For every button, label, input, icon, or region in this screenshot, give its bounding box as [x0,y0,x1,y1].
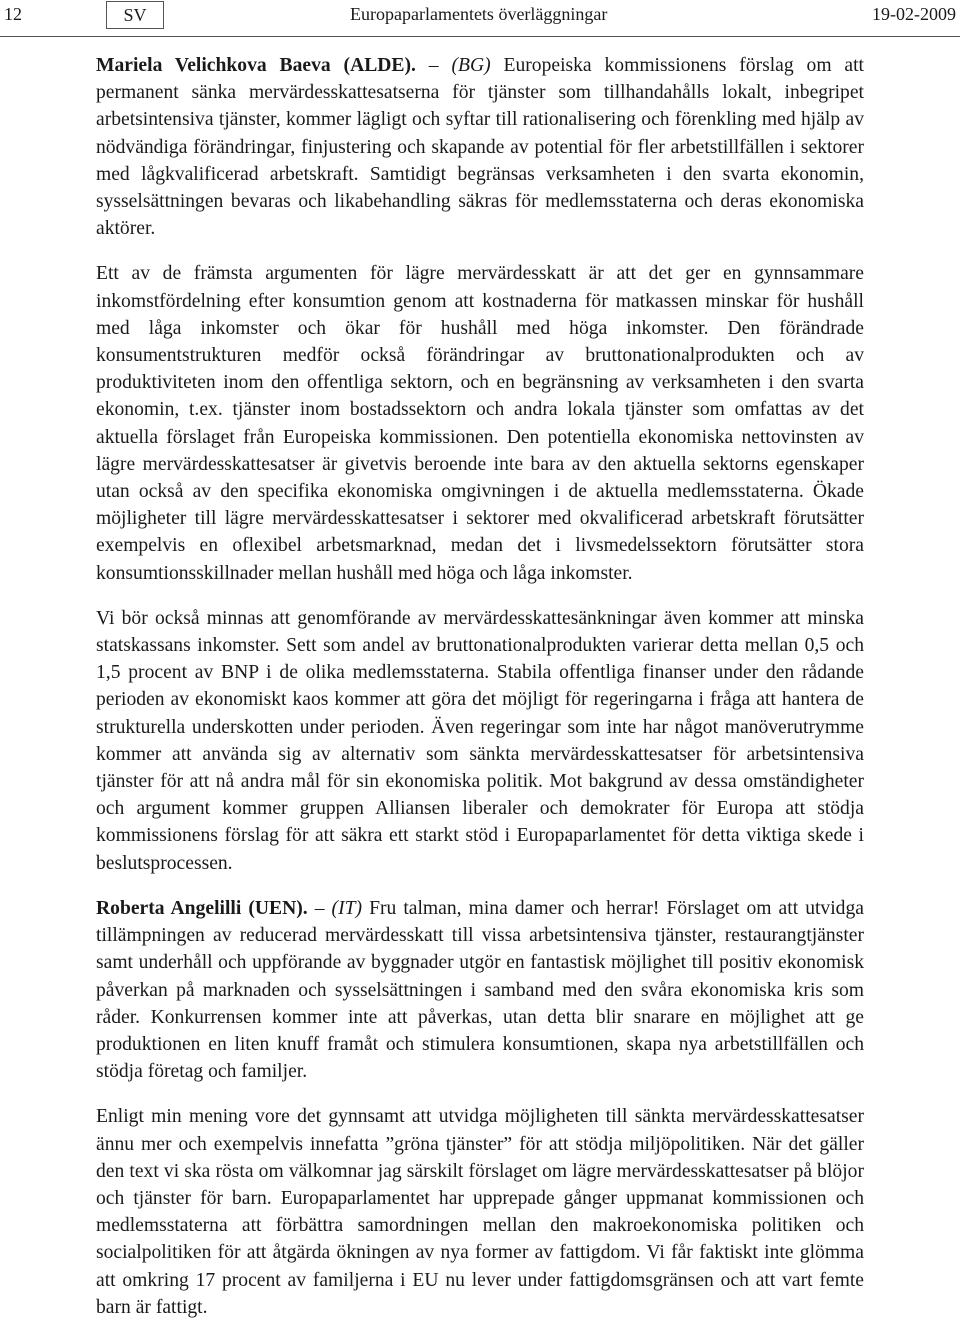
paragraph-text: Fru talman, mina damer och herrar! Förslaget om att utvidga tillämpningen av reducerad mervärdesskatt till vissa arbetsintensiva tjänster, restaurangtjänster samt underhåll och uppförande av byggnader utgör en fantastisk möjlighet till positiv ekonomisk påverkan på marknaden och sysselsättningen i samband med den svåra ekonomiska kris som råder. Konkurrensen kommer inte att påverkas, utan detta blir snarare en möjlighet att ge produktionen en liten knuff framåt och stimulera konsumtionen, skapa nya arbetstillfällen och stödja företag och familjer. [96,897,864,1083]
paragraph: Ett av de främsta argumenten för lägre mervärdesskatt är att det ger en gynnsammare inkomstfördelning efter konsumtion genom att kostnaderna för matkassen minskar för hushåll med låga inkomster och ökar för hushåll med höga inkomster. Den förändrade konsumentstrukturen medför också förändringar av bruttonationalprodukten och av produktiviteten inom den offentliga sektorn, och en begränsning av verksamheten i den svarta ekonomin, t.ex. tjänster inom bostadssektorn och andra lokala tjänster som omfattas av det aktuella förslaget från Europeiska kommissionen. Den potentiella ekonomiska nettovinsten av lägre mervärdesskattesatser är givetvis beroende inte bara av den aktuella sektorns egenskaper utan också av den specifika ekonomiska omgivningen i de aktuella medlemsstaterna. Ökade möjligheter till lägre mervärdesskattesatser i sektorer med okvalificerad arbetskraft förutsätter exempelvis en oflexibel arbetsmarknad, medan det i livsmedelssektorn förutsätter stora konsumtionsskillnader mellan hushåll med höga och låga inkomster. [96,263,864,584]
document-title: Europaparlamentets överläggningar [350,4,608,24]
page-number: 12 [4,4,22,24]
paragraph: Enligt min mening vore det gynnsamt att utvidga möjligheten till sänkta mervärdesskattesatser ännu mer och exempelvis innefatta ”gröna tjänster” för att stödja miljöpolitiken. När det gäller den text vi ska rösta om välkomnar jag särskilt förslaget om lägre mervärdesskattesatser på blöjor och tjänster för barn. Europaparlamentet har upprepade gånger uppmanat kommissionen och medlemsstaterna att förbättra samordningen mellan den makroekonomiska politiken och socialpolitiken för att åtgärda ökningen av nya former av fattigdom. Vi får faktiskt inte glömma att omkring 17 procent av familjerna i EU nu lever under fattigdomsgränsen och att vart femte barn är fattigt. [96,1106,864,1318]
language-tag: (IT) [331,897,363,919]
speaker-dash: – [428,55,439,76]
paragraph: Vi bör också minnas att genomförande av mervärdesskattesänkningar även kommer att minska statskassans inkomster. Sett som andel av bruttonationalprodukten varierar detta mellan 0,5 och 1,5 procent av BNP i de olika medlemsstaterna. Stabila offentliga finanser under den rådande perioden av ekonomiskt kaos kommer att göra det möjligt för regeringarna i fråga att hantera de strukturella underskotten under perioden. Även regeringar som inte har något manöverutrymme kommer att använda sig av alternativ som sänkta mervärdesskattesatser för arbetsintensiva tjänster för att nå andra mål för sin ekonomiska politik. Mot bakgrund av dessa omständigheter och argument kommer gruppen Alliansen liberaler och demokrater för Europa att stödja kommissionens förslag för att säkra ett starkt stöd i Europaparlamentet för detta viktiga skede i beslutsprocessen. [96,607,864,874]
page-header [0,0,960,37]
document-body [96,52,864,1339]
paragraph-text: Europeiska kommissionens förslag om att permanent sänka mervärdesskattesatserna för tjänster som tillhandahålls lokalt, inbegripet arbetsintensiva tjänster, kommer lägligt och syftar till rationalisering och förenkling med hjälp av nödvändiga förändringar, finjustering och skapande av potential för fler arbetstillfällen i sektorer med lågkvalificerad arbetskraft. Samtidigt begränsas verksamheten i den svarta ekonomin, sysselsättningen bevaras och likabehandling säkras för medlemsstaterna och deras ekonomiska aktörer. [96,55,864,240]
speech-paragraph-baeva [96,52,864,242]
speaker-dash: – [314,897,325,919]
speaker-name: Mariela Velichkova Baeva (ALDE). [96,55,416,76]
language-tag: (BG) [451,55,491,76]
speech-paragraph-angelilli [96,895,864,1085]
document-date: 19-02-2009 [872,4,956,24]
language-badge: SV [106,1,164,29]
speaker-name: Roberta Angelilli (UEN). [96,897,308,919]
